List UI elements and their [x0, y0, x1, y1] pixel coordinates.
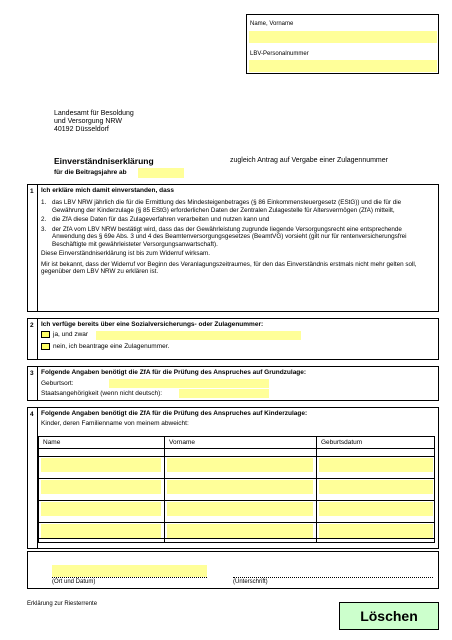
birthplace-label: Geburtsort: [41, 380, 74, 387]
section-3-heading: Folgende Angaben benötigt die ZfA für die Prüfung des Anspruches auf Grundzulage: [41, 369, 307, 376]
section-4-number-cell [28, 408, 38, 548]
nationality-label: Staatsangehörigkeit (wenn nicht deutsch): [41, 390, 163, 397]
delete-button[interactable]: Löschen [339, 602, 439, 630]
section-3-number: 3 [30, 370, 34, 377]
yes-option-label: ja, und zwar [53, 331, 89, 339]
form-title: Einverständniserklärung [54, 156, 154, 166]
identification-box [246, 14, 439, 74]
section-2-number-cell [28, 319, 38, 359]
section-1-heading: Ich erkläre mich damit einverstanden, dass [41, 187, 174, 194]
child-1-first-name-field[interactable] [167, 458, 313, 472]
child-2-birth-date-field[interactable] [319, 480, 433, 494]
birthplace-field[interactable] [109, 379, 269, 388]
personnel-number-label: LBV-Personalnummer [250, 51, 309, 57]
consent-list [41, 199, 435, 248]
place-date-label: (Ort und Datum) [52, 579, 96, 585]
form-footnote: Erklärung zur Riesterrente [27, 601, 98, 607]
section-1-number: 1 [30, 188, 34, 195]
consent-item-1: 1. das LBV NRW jährlich die für die Ermittlung des Mindesteigenbetrages (§ 86 Einkommensteuergesetz (EStG)) und die für die Gewährung der Kinderzulage (§ 85 EStG) erforderlichen Daten der Zentralen Zulagestelle für Altersvermögen (ZfA) mitteilt, [41, 199, 402, 214]
signature-label: (Unterschrift) [233, 579, 268, 585]
column-header-first-name: Vorname [169, 439, 196, 446]
section-2-heading: Ich verfüge bereits über eine Sozialversicherungs- oder Zulagenummer: [41, 321, 264, 328]
no-checkbox[interactable] [41, 343, 50, 350]
column-header-name: Name [43, 439, 61, 446]
name-label: Name, Vorname [250, 21, 294, 27]
signature-line[interactable] [233, 577, 433, 578]
child-4-first-name-field[interactable] [167, 524, 313, 538]
section-3-basic-allowance [27, 366, 439, 401]
yes-checkbox[interactable] [41, 331, 50, 338]
place-date-field[interactable] [52, 565, 207, 577]
child-3-name-field[interactable] [41, 502, 161, 516]
section-4-number: 4 [30, 411, 34, 418]
child-4-birth-date-field[interactable] [319, 524, 433, 538]
address-line-3: 40192 Düsseldorf [54, 126, 109, 133]
section-4-subheading: Kinder, deren Familienname von meinem abweicht: [41, 420, 189, 427]
child-1-birth-date-field[interactable] [319, 458, 433, 472]
section-3-number-cell [28, 367, 38, 400]
child-4-name-field[interactable] [41, 524, 161, 538]
child-3-first-name-field[interactable] [167, 502, 313, 516]
section-2-social-number [27, 318, 439, 360]
consent-item-3: 3. der ZfA vom LBV NRW bestätigt wird, dass das der Gewährleistung zugrunde liegende Versorgungsrecht eine entsprechende Anwendung des § 69e Abs. 3 und 4 des Beamtenversorgungsgesetzes (BeamtVG) vorsieht (gilt nur für rentenversicherungsfrei Beschäftigte mit gewährleisteter Versorgungsanwartschaft). [41, 225, 407, 248]
child-1-name-field[interactable] [41, 458, 161, 472]
child-3-birth-date-field[interactable] [319, 502, 433, 516]
child-2-name-field[interactable] [41, 480, 161, 494]
consent-item-2: 2. die ZfA diese Daten für das Zulageverfahren verarbeiten und nutzen kann und [41, 216, 270, 223]
section-2-number: 2 [30, 322, 34, 329]
signature-box [27, 551, 439, 589]
personnel-number-field[interactable] [249, 60, 437, 72]
form-subtitle: zugleich Antrag auf Vergabe einer Zulagennummer [230, 157, 388, 164]
address-line-2: und Versorgung NRW [54, 118, 122, 125]
section-1-number-cell [28, 185, 38, 311]
section-1-consent [27, 184, 439, 312]
children-table [38, 436, 435, 543]
column-header-birth-date: Geburtsdatum [321, 439, 363, 446]
revocation-note: Mir ist bekannt, dass der Widerruf vor Beginn des Veranlagungszeitraumes, für den das Einverständnis erstmals nicht mehr gelten soll, gegenüber dem LBV NRW zu erklären ist. [41, 260, 417, 275]
nationality-field[interactable] [179, 389, 269, 398]
recipient-address [54, 110, 134, 134]
no-option-label: nein, ich beantrage eine Zulagenummer. [53, 343, 170, 351]
child-2-first-name-field[interactable] [167, 480, 313, 494]
section-4-heading: Folgende Angaben benötigt die ZfA für die Prüfung des Anspruches auf Kinderzulage: [41, 410, 308, 417]
address-line-1: Landesamt für Besoldung [54, 110, 134, 117]
validity-note: Diese Einverständniserklärung ist bis zum Widerruf wirksam. [41, 250, 211, 257]
contribution-years-field[interactable] [138, 168, 184, 178]
social-number-field[interactable] [96, 331, 301, 340]
contribution-years-label: für die Beitragsjahre ab [54, 169, 127, 176]
name-field[interactable] [249, 31, 437, 43]
